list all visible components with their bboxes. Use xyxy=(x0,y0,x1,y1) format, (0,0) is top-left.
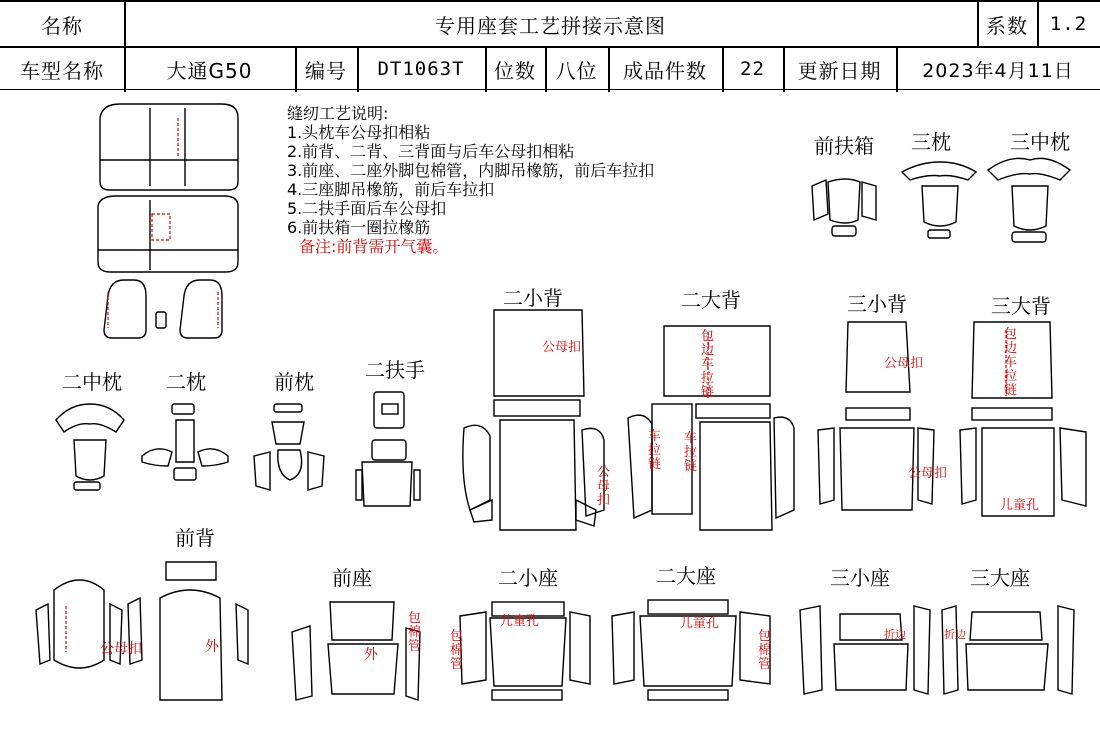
coef-label: 系数 xyxy=(986,13,1028,38)
annotation-wrap-zipper: 包边车拉链 xyxy=(1004,327,1018,398)
label-third-big-seat: 三大座 xyxy=(970,566,1030,590)
note-item: 3.前座、二座外脚包棉管，内脚吊橡筋，前后车拉扣 xyxy=(287,161,655,180)
model-value: 大通G50 xyxy=(166,58,253,83)
front-pillow-pieces xyxy=(254,404,324,490)
second-armrest-pieces xyxy=(356,392,420,506)
code-value: DT1063T xyxy=(377,58,465,80)
overview-front-seats xyxy=(104,280,222,338)
note-item: 5.二扶手面后车公母扣 xyxy=(287,199,447,218)
page-title: 专用座套工艺拼接示意图 xyxy=(435,13,666,38)
note-item: 2.前背、二背、三背面与后车公母扣相粘 xyxy=(287,142,575,161)
note-item: 1.头枕车公母扣相粘 xyxy=(287,123,431,142)
label-front-armbox: 前扶箱 xyxy=(814,134,874,158)
annotation-child-hole: 儿童孔 xyxy=(1000,498,1040,513)
annotation-snap: 公母扣 xyxy=(884,356,924,371)
annotation-zipper: 车拉链 xyxy=(648,429,662,472)
label-front-pillow: 前枕 xyxy=(274,370,314,394)
annotation-child-hole: 儿童孔 xyxy=(500,614,540,629)
label-second-big-seat: 二大座 xyxy=(656,564,716,588)
annotation-wrap-tube: 包棉管 xyxy=(758,629,772,672)
third-small-seat-pieces xyxy=(800,606,930,694)
pieces-label: 成品件数 xyxy=(623,58,707,83)
second-small-back-pieces xyxy=(463,310,604,530)
label-second-small-back: 二小背 xyxy=(503,286,563,310)
annotation-wrap-zipper: 包边车拉链 xyxy=(701,329,715,400)
annotation-wrap-tube: 包棉管 xyxy=(408,611,422,654)
annotation-child-hole: 儿童孔 xyxy=(680,616,720,631)
front-seat-pieces xyxy=(292,602,420,700)
third-big-seat-pieces xyxy=(942,606,1074,694)
label-third-big-back: 三大背 xyxy=(991,294,1051,318)
code-label: 编号 xyxy=(305,58,347,83)
annotation-snap: 公母扣 xyxy=(908,466,948,481)
annotation-fold: 折边 xyxy=(944,628,966,641)
update-label: 更新日期 xyxy=(797,58,882,83)
model-label: 车型名称 xyxy=(20,58,104,83)
annotation-wrap-tube: 包棉管 xyxy=(450,629,464,672)
overview-rear-bench xyxy=(100,104,238,190)
pieces-value: 22 xyxy=(740,58,765,80)
label-third-small-back: 三小背 xyxy=(847,292,907,316)
third-big-back-pieces xyxy=(960,322,1086,516)
annotation-zipper: 车拉链 xyxy=(684,431,698,474)
annotation-fold: 折边 xyxy=(884,628,906,641)
annotation-outer: 外 xyxy=(205,639,219,655)
note-item: 4.三座脚吊橡筋，前后车拉扣 xyxy=(287,180,495,199)
label-second-small-seat: 二小座 xyxy=(498,566,558,590)
label-third-small-seat: 三小座 xyxy=(830,566,890,590)
sewing-notes xyxy=(287,104,654,256)
notes-remark: 备注:前背需开气囊。 xyxy=(299,237,449,256)
label-second-big-back: 二大背 xyxy=(681,288,741,312)
notes-heading: 缝纫工艺说明: xyxy=(287,104,389,123)
second-pillow-pieces xyxy=(142,404,228,480)
label-third-pillow: 三枕 xyxy=(911,130,951,154)
label-third-mid-pillow: 三中枕 xyxy=(1010,130,1070,154)
note-item: 6.前扶箱一圈拉橡筋 xyxy=(287,218,431,237)
coef-value: 1.2 xyxy=(1049,13,1088,35)
label-front-seat: 前座 xyxy=(332,566,372,590)
label-second-mid-pillow: 二中枕 xyxy=(62,370,122,394)
second-mid-pillow-pieces xyxy=(56,404,124,490)
label-front-back: 前背 xyxy=(175,526,215,550)
third-mid-pillow-pieces xyxy=(988,158,1070,242)
overview-rear-bench-seat xyxy=(98,196,238,272)
front-back-pieces xyxy=(36,562,248,700)
third-pillow-pieces xyxy=(902,162,976,238)
seats-label: 位数 xyxy=(494,58,536,83)
third-small-back-pieces xyxy=(818,322,934,510)
name-label: 名称 xyxy=(41,13,83,38)
annotation-snap: 公母扣 xyxy=(542,340,582,355)
label-second-armrest: 二扶手 xyxy=(365,358,425,382)
label-second-pillow: 二枕 xyxy=(166,370,206,394)
annotation-outer: 外 xyxy=(364,647,378,663)
annotation-snap: 公母扣 xyxy=(100,641,142,657)
update-value: 2023年4月11日 xyxy=(922,59,1074,82)
front-armbox-pieces xyxy=(812,179,876,236)
header-table xyxy=(0,0,1100,90)
annotation-vertical-snap: 公母扣 xyxy=(597,465,611,508)
seats-value: 八位 xyxy=(555,58,598,83)
